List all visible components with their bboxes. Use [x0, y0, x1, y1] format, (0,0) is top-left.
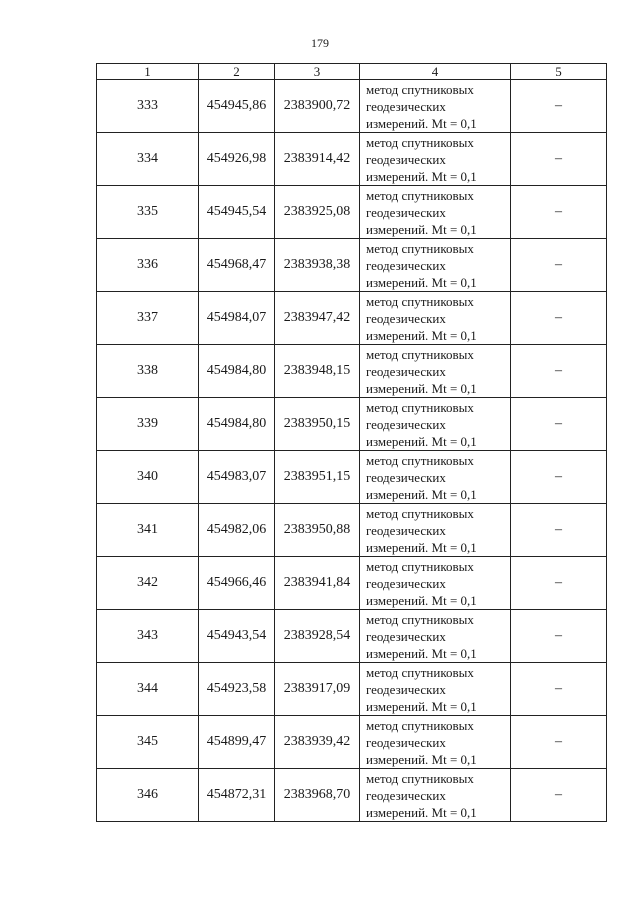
point-number-cell: 345 — [97, 716, 199, 769]
x-coordinate-cell: 454899,47 — [199, 716, 275, 769]
y-coordinate-cell: 2383900,72 — [275, 80, 360, 133]
table-row — [97, 716, 607, 769]
x-coordinate-cell: 454968,47 — [199, 239, 275, 292]
x-coordinate-cell: 454945,54 — [199, 186, 275, 239]
method-text-line: метод спутниковых — [366, 664, 474, 680]
y-coordinate-cell: 2383948,15 — [275, 345, 360, 398]
y-coordinate-cell: 2383938,38 — [275, 239, 360, 292]
method-text-line: измерений. Mt = 0,1 — [366, 539, 477, 555]
point-number-cell: 340 — [97, 451, 199, 504]
x-coordinate-cell: 454983,07 — [199, 451, 275, 504]
x-coordinate-cell: 454872,31 — [199, 769, 275, 822]
point-number-cell: 338 — [97, 345, 199, 398]
method-text-line: геодезических — [366, 310, 446, 326]
method-text-line: метод спутниковых — [366, 611, 474, 627]
method-text-line: метод спутниковых — [366, 770, 474, 786]
column-header-4: 4 — [360, 64, 511, 80]
x-coordinate-cell: 454943,54 — [199, 610, 275, 663]
method-text-line: метод спутниковых — [366, 399, 474, 415]
y-coordinate-cell: 2383928,54 — [275, 610, 360, 663]
method-text-line: измерений. Mt = 0,1 — [366, 751, 477, 767]
y-coordinate-cell: 2383939,42 — [275, 716, 360, 769]
method-cell — [360, 716, 511, 769]
note-cell: – — [511, 80, 607, 133]
method-text-line: геодезических — [366, 204, 446, 220]
method-text-line: метод спутниковых — [366, 505, 474, 521]
method-text-line: метод спутниковых — [366, 187, 474, 203]
method-text-line: метод спутниковых — [366, 134, 474, 150]
point-number-cell: 333 — [97, 80, 199, 133]
column-header-3: 3 — [275, 64, 360, 80]
y-coordinate-cell: 2383950,88 — [275, 504, 360, 557]
note-cell: – — [511, 716, 607, 769]
method-text-line: измерений. Mt = 0,1 — [366, 804, 477, 820]
table-row — [97, 80, 607, 133]
point-number-cell: 343 — [97, 610, 199, 663]
note-cell: – — [511, 557, 607, 610]
method-cell — [360, 80, 511, 133]
x-coordinate-cell: 454945,86 — [199, 80, 275, 133]
note-cell: – — [511, 504, 607, 557]
point-number-cell: 336 — [97, 239, 199, 292]
method-cell — [360, 239, 511, 292]
method-cell — [360, 186, 511, 239]
table-row — [97, 239, 607, 292]
method-cell — [360, 769, 511, 822]
method-text-line: измерений. Mt = 0,1 — [366, 115, 477, 131]
column-header-5: 5 — [511, 64, 607, 80]
y-coordinate-cell: 2383941,84 — [275, 557, 360, 610]
method-text-line: измерений. Mt = 0,1 — [366, 380, 477, 396]
table-row — [97, 557, 607, 610]
method-cell — [360, 557, 511, 610]
note-cell: – — [511, 133, 607, 186]
method-cell — [360, 663, 511, 716]
method-text-line: измерений. Mt = 0,1 — [366, 168, 477, 184]
method-cell — [360, 398, 511, 451]
method-cell — [360, 345, 511, 398]
x-coordinate-cell: 454923,58 — [199, 663, 275, 716]
point-number-cell: 334 — [97, 133, 199, 186]
page-number: 179 — [311, 36, 329, 50]
method-text-line: геодезических — [366, 681, 446, 697]
method-text-line: метод спутниковых — [366, 346, 474, 362]
table-row — [97, 186, 607, 239]
method-cell — [360, 292, 511, 345]
table-row — [97, 504, 607, 557]
table-row — [97, 610, 607, 663]
x-coordinate-cell: 454982,06 — [199, 504, 275, 557]
point-number-cell: 342 — [97, 557, 199, 610]
table-row — [97, 451, 607, 504]
method-cell — [360, 610, 511, 663]
method-text-line: измерений. Mt = 0,1 — [366, 221, 477, 237]
y-coordinate-cell: 2383917,09 — [275, 663, 360, 716]
note-cell: – — [511, 398, 607, 451]
point-number-cell: 339 — [97, 398, 199, 451]
point-number-cell: 344 — [97, 663, 199, 716]
point-number-cell: 341 — [97, 504, 199, 557]
x-coordinate-cell: 454984,80 — [199, 398, 275, 451]
y-coordinate-cell: 2383968,70 — [275, 769, 360, 822]
table-row — [97, 769, 607, 822]
method-text-line: измерений. Mt = 0,1 — [366, 327, 477, 343]
table-row — [97, 133, 607, 186]
column-header-2: 2 — [199, 64, 275, 80]
method-text-line: геодезических — [366, 469, 446, 485]
table-row — [97, 345, 607, 398]
point-number-cell: 335 — [97, 186, 199, 239]
y-coordinate-cell: 2383951,15 — [275, 451, 360, 504]
x-coordinate-cell: 454926,98 — [199, 133, 275, 186]
method-text-line: метод спутниковых — [366, 452, 474, 468]
y-coordinate-cell: 2383925,08 — [275, 186, 360, 239]
method-text-line: геодезических — [366, 787, 446, 803]
note-cell: – — [511, 451, 607, 504]
y-coordinate-cell: 2383947,42 — [275, 292, 360, 345]
coordinates-table — [96, 63, 607, 822]
note-cell: – — [511, 663, 607, 716]
point-number-cell: 337 — [97, 292, 199, 345]
method-cell — [360, 504, 511, 557]
x-coordinate-cell: 454966,46 — [199, 557, 275, 610]
point-number-cell: 346 — [97, 769, 199, 822]
method-text-line: измерений. Mt = 0,1 — [366, 486, 477, 502]
table-row — [97, 398, 607, 451]
note-cell: – — [511, 239, 607, 292]
method-text-line: геодезических — [366, 363, 446, 379]
x-coordinate-cell: 454984,07 — [199, 292, 275, 345]
method-text-line: геодезических — [366, 151, 446, 167]
method-text-line: геодезических — [366, 416, 446, 432]
method-text-line: геодезических — [366, 257, 446, 273]
method-text-line: метод спутниковых — [366, 81, 474, 97]
method-text-line: геодезических — [366, 98, 446, 114]
note-cell: – — [511, 292, 607, 345]
method-text-line: метод спутниковых — [366, 558, 474, 574]
method-text-line: измерений. Mt = 0,1 — [366, 698, 477, 714]
method-text-line: геодезических — [366, 628, 446, 644]
note-cell: – — [511, 345, 607, 398]
y-coordinate-cell: 2383914,42 — [275, 133, 360, 186]
method-cell — [360, 133, 511, 186]
method-text-line: измерений. Mt = 0,1 — [366, 433, 477, 449]
method-text-line: измерений. Mt = 0,1 — [366, 645, 477, 661]
note-cell: – — [511, 769, 607, 822]
method-text-line: метод спутниковых — [366, 293, 474, 309]
table-row — [97, 663, 607, 716]
method-cell — [360, 451, 511, 504]
x-coordinate-cell: 454984,80 — [199, 345, 275, 398]
method-text-line: геодезических — [366, 522, 446, 538]
method-text-line: геодезических — [366, 575, 446, 591]
header-row — [97, 64, 607, 80]
method-text-line: измерений. Mt = 0,1 — [366, 274, 477, 290]
method-text-line: измерений. Mt = 0,1 — [366, 592, 477, 608]
note-cell: – — [511, 610, 607, 663]
table-row — [97, 292, 607, 345]
method-text-line: геодезических — [366, 734, 446, 750]
column-header-1: 1 — [97, 64, 199, 80]
method-text-line: метод спутниковых — [366, 240, 474, 256]
method-text-line: метод спутниковых — [366, 717, 474, 733]
note-cell: – — [511, 186, 607, 239]
y-coordinate-cell: 2383950,15 — [275, 398, 360, 451]
